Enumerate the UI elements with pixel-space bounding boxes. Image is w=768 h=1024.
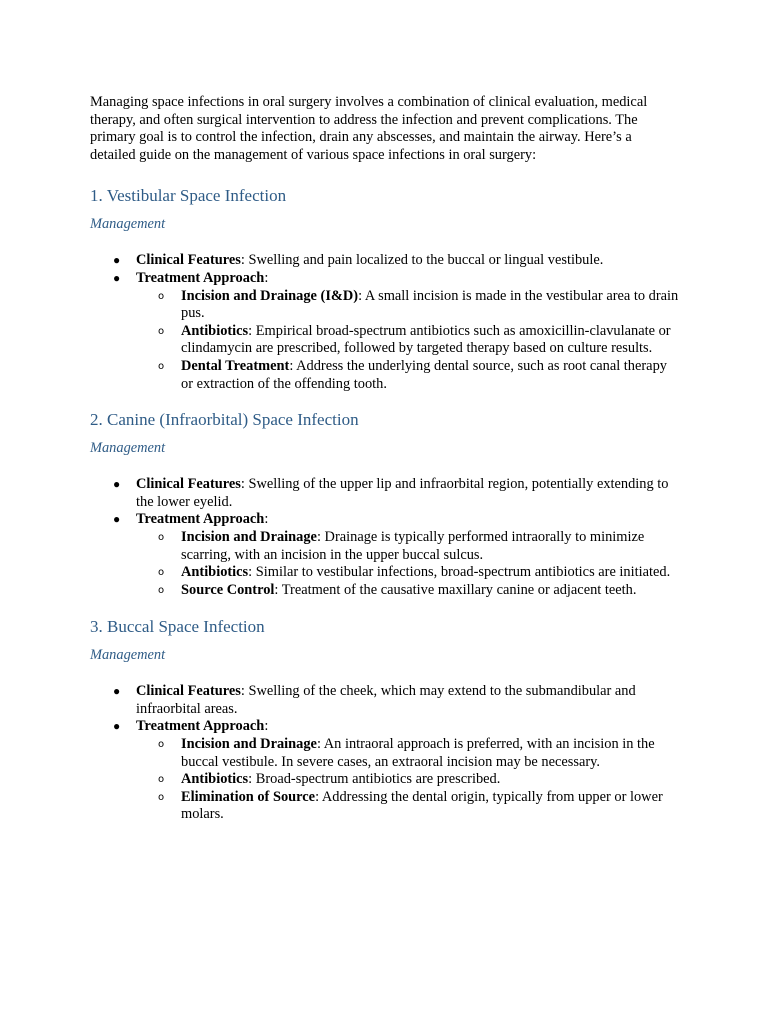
circle-bullet-icon: o: [158, 584, 165, 596]
sublist-item: [136, 736, 680, 771]
circle-bullet-icon: o: [158, 774, 165, 786]
sublist-item: [136, 771, 680, 789]
intro-paragraph: Managing space infections in oral surgery involves a combination of clinical evaluation, medical therapy, and often surgical intervention to address the infection and prevent complications. The primary goal is to control the infection, drain any abscesses, and maintain the airway. Here’s a detailed guide on the management of various space infections in oral surgery:: [90, 94, 648, 163]
sublist-item: [136, 323, 680, 358]
treatment-sublist: [136, 529, 680, 599]
section-list-buccal: [90, 683, 680, 824]
item-label: Clinical Features: [136, 683, 241, 700]
subitem-label: Elimination of Source: [181, 788, 316, 805]
bullet-icon: ●: [113, 719, 121, 734]
item-text: : Swelling of the upper lip and infraorbital region, potentially extending to the lower eyelid.: [136, 476, 669, 510]
subitem-text: : Addressing the dental origin, typically from upper or lower molars.: [181, 788, 663, 823]
item-text: :: [264, 718, 269, 735]
section-title-vestibular: 1. Vestibular Space Infection: [90, 186, 287, 206]
sublist-item: [136, 358, 680, 393]
item-text: :: [264, 269, 269, 286]
item-text: :: [264, 511, 269, 528]
section-subhead-management: Management: [90, 647, 166, 664]
treatment-sublist: [136, 736, 680, 824]
subitem-text: : A small incision is made in the vestibular area to drain pus.: [181, 287, 679, 322]
subitem-text: : Drainage is typically performed intraorally to minimize scarring, with an incision in the upper buccal sulcus.: [181, 528, 645, 563]
circle-bullet-icon: o: [158, 739, 165, 751]
subitem-text: : Address the underlying dental source, such as root canal therapy or extraction of the offending tooth.: [181, 357, 667, 392]
item-label: Treatment Approach: [136, 718, 265, 735]
subitem-label: Dental Treatment: [181, 357, 290, 374]
circle-bullet-icon: o: [158, 360, 165, 372]
sublist-item: [136, 789, 680, 824]
circle-bullet-icon: o: [158, 531, 165, 543]
section-subhead-management: Management: [90, 216, 166, 233]
bullet-icon: ●: [113, 253, 121, 268]
subitem-text: : Similar to vestibular infections, broad-spectrum antibiotics are initiated.: [248, 564, 671, 581]
list-item-clinical-features: [90, 476, 680, 511]
section-list-vestibular: [90, 252, 680, 393]
circle-bullet-icon: o: [158, 567, 165, 579]
item-label: Treatment Approach: [136, 269, 265, 286]
section-title-canine: 2. Canine (Infraorbital) Space Infection: [90, 410, 359, 430]
list-item-treatment-approach: [90, 511, 680, 599]
bullet-icon: ●: [113, 684, 121, 699]
subitem-label: Source Control: [181, 581, 275, 598]
subitem-label: Antibiotics: [181, 564, 249, 581]
subitem-text: : Treatment of the causative maxillary canine or adjacent teeth.: [274, 581, 637, 598]
bullet-icon: ●: [113, 512, 121, 527]
subitem-label: Incision and Drainage: [181, 528, 317, 545]
item-label: Treatment Approach: [136, 511, 265, 528]
item-label: Clinical Features: [136, 252, 241, 269]
section-title-buccal: 3. Buccal Space Infection: [90, 617, 265, 637]
bullet-icon: ●: [113, 270, 121, 285]
circle-bullet-icon: o: [158, 290, 165, 302]
item-text: : Swelling and pain localized to the buccal or lingual vestibule.: [240, 252, 604, 269]
list-item-clinical-features: [90, 683, 680, 718]
circle-bullet-icon: o: [158, 325, 165, 337]
item-text: : Swelling of the cheek, which may extend to the submandibular and infraorbital areas.: [136, 683, 636, 717]
subitem-text: : Broad-spectrum antibiotics are prescribed.: [248, 771, 501, 788]
subitem-text: : Empirical broad-spectrum antibiotics such as amoxicillin-clavulanate or clindamycin are prescribed, followed by targeted therapy based on culture results.: [181, 322, 671, 357]
subitem-label: Incision and Drainage (I&D): [181, 287, 359, 304]
subitem-label: Incision and Drainage: [181, 736, 317, 753]
section-list-canine: [90, 476, 680, 599]
subitem-label: Antibiotics: [181, 322, 249, 339]
sublist-item: [136, 582, 680, 600]
list-item-clinical-features: [90, 252, 680, 270]
circle-bullet-icon: o: [158, 791, 165, 803]
sublist-item: [136, 529, 680, 564]
list-item-treatment-approach: [90, 270, 680, 393]
bullet-icon: ●: [113, 477, 121, 492]
subitem-label: Antibiotics: [181, 771, 249, 788]
item-label: Clinical Features: [136, 476, 241, 493]
sublist-item: [136, 288, 680, 323]
treatment-sublist: [136, 288, 680, 394]
sublist-item: [136, 564, 680, 582]
section-subhead-management: Management: [90, 440, 166, 457]
list-item-treatment-approach: [90, 718, 680, 824]
subitem-text: : An intraoral approach is preferred, with an incision in the buccal vestibule. In severe cases, an extraoral incision may be necessary.: [181, 736, 655, 770]
